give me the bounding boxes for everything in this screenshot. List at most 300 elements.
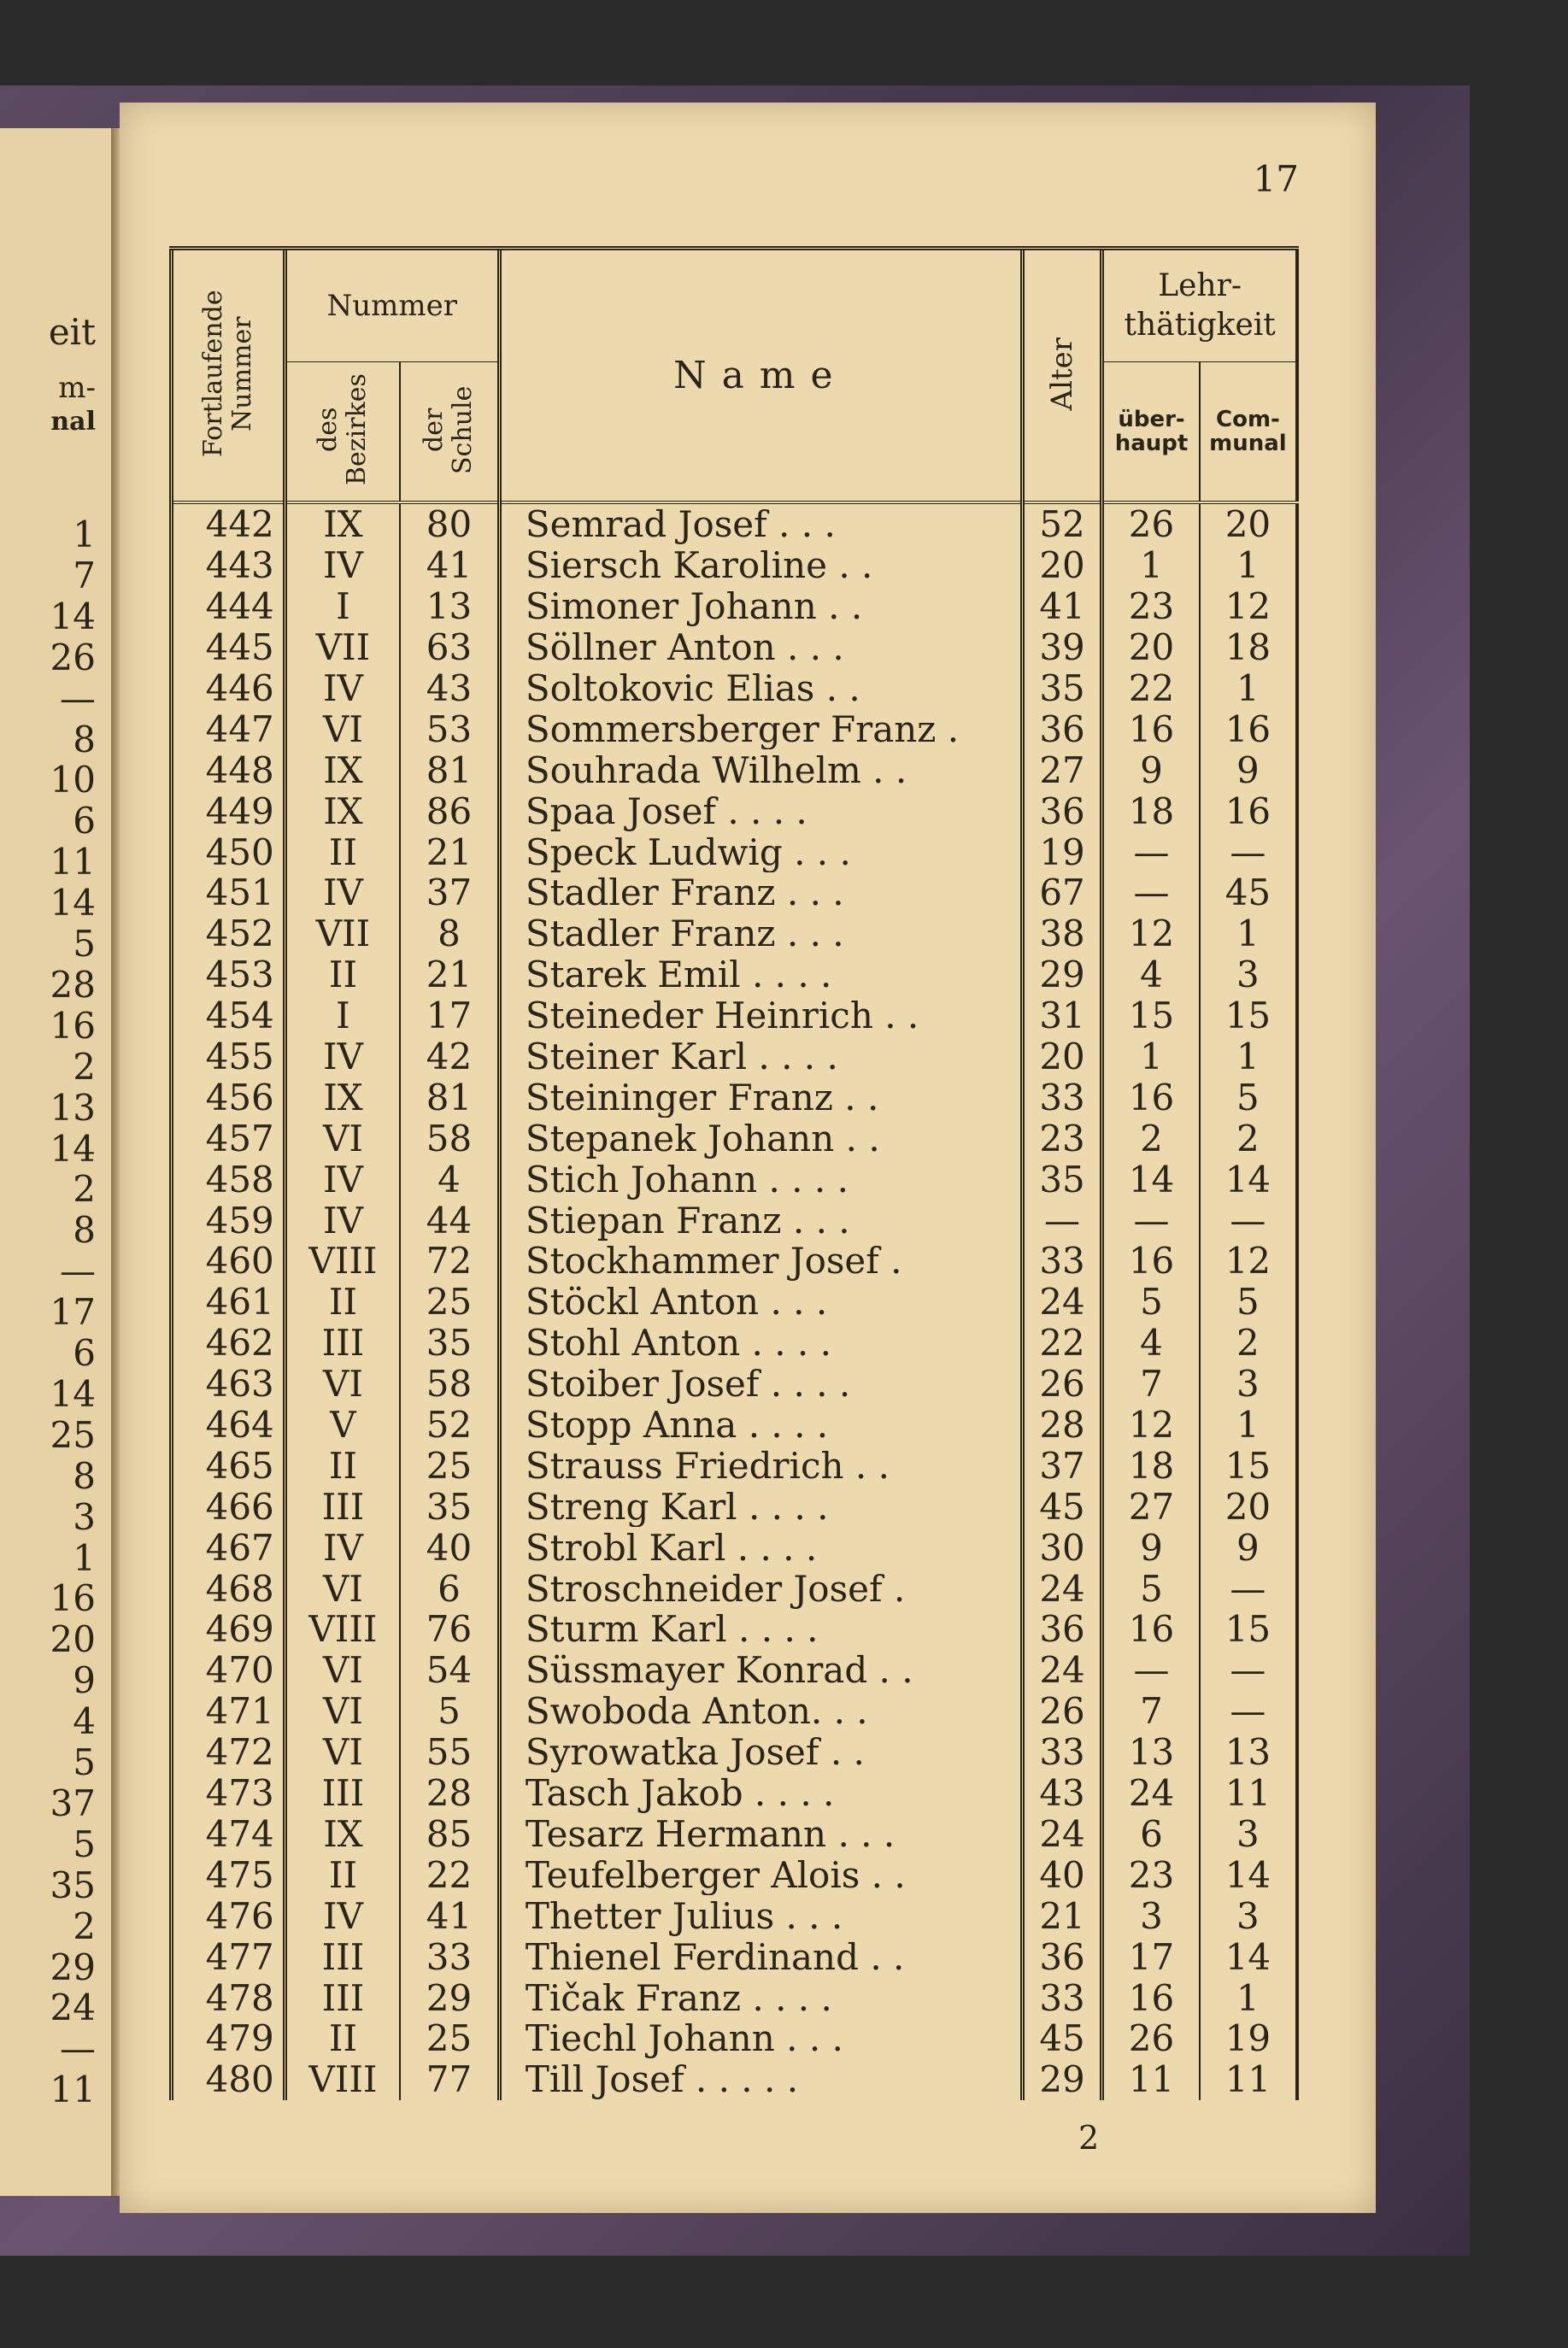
table-row (172, 1977, 1298, 2018)
left-page-value: 26 (50, 636, 96, 678)
row-bezirk: II (285, 954, 400, 995)
row-alter: — (1022, 1200, 1101, 1241)
row-alter: 33 (1022, 1241, 1101, 1282)
book-gutter (111, 128, 120, 2196)
row-communal: 14 (1200, 1854, 1297, 1895)
row-number: 446 (172, 668, 285, 709)
row-schule: 40 (400, 1527, 499, 1568)
row-schule: 58 (400, 1364, 499, 1405)
row-schule: 29 (400, 1977, 499, 2018)
left-page-value: 7 (73, 554, 96, 596)
row-alter: 67 (1022, 872, 1101, 913)
row-name: Sturm Karl . . . . (499, 1609, 1022, 1650)
table-row (172, 1077, 1298, 1118)
row-number: 453 (172, 954, 285, 995)
row-name: Teufelberger Alois . . (499, 1854, 1022, 1895)
row-alter: 39 (1022, 627, 1101, 668)
left-page-value: 35 (50, 1864, 96, 1906)
row-number: 442 (172, 502, 285, 545)
left-page-value: 11 (50, 2069, 96, 2111)
row-bezirk: IV (285, 1527, 400, 1568)
row-number: 476 (172, 1895, 285, 1936)
row-ueberhaupt: 7 (1102, 1364, 1200, 1405)
row-bezirk: VIII (285, 2059, 400, 2100)
header-ueberhaupt: über-haupt (1102, 362, 1200, 503)
row-number: 479 (172, 2018, 285, 2059)
row-communal: 14 (1200, 1936, 1297, 1977)
left-page-value: 25 (50, 1413, 96, 1456)
header-des-bezirkes: des Bezirkes (285, 362, 400, 503)
row-communal: 2 (1200, 1323, 1297, 1364)
row-communal: — (1200, 1568, 1297, 1609)
row-ueberhaupt: — (1102, 831, 1200, 872)
row-communal: 14 (1200, 1159, 1297, 1200)
row-schule: 80 (400, 502, 499, 545)
row-bezirk: III (285, 1977, 400, 2018)
row-bezirk: III (285, 1323, 400, 1364)
header-communal: Com-munal (1200, 362, 1297, 503)
table-row (172, 913, 1298, 954)
row-name: Syrowatka Josef . . (499, 1732, 1022, 1773)
row-communal: 9 (1200, 1527, 1297, 1568)
left-page-value: 8 (73, 718, 96, 760)
row-schule: 63 (400, 627, 499, 668)
row-alter: 31 (1022, 995, 1101, 1036)
table-row (172, 749, 1298, 790)
row-ueberhaupt: 15 (1102, 995, 1200, 1036)
left-page-value: 14 (50, 1127, 96, 1170)
row-name: Thienel Ferdinand . . (499, 1936, 1022, 1977)
row-number: 450 (172, 831, 285, 872)
row-communal: 1 (1200, 545, 1297, 586)
row-ueberhaupt: 16 (1102, 1241, 1200, 1282)
teacher-table-container (169, 246, 1299, 2115)
row-alter: 24 (1022, 1814, 1101, 1855)
row-ueberhaupt: 7 (1102, 1691, 1200, 1732)
row-communal: 15 (1200, 995, 1297, 1036)
row-alter: 27 (1022, 749, 1101, 790)
left-page-value: 2 (73, 1045, 96, 1088)
row-schule: 77 (400, 2059, 499, 2100)
left-page-value: 3 (73, 1495, 96, 1538)
row-communal: — (1200, 1200, 1297, 1241)
row-bezirk: II (285, 1445, 400, 1486)
left-page-value: 17 (50, 1291, 96, 1334)
left-page-value: 2 (73, 1168, 96, 1211)
row-number: 470 (172, 1650, 285, 1691)
row-bezirk: II (285, 831, 400, 872)
row-schule: 72 (400, 1241, 499, 1282)
table-row (172, 1609, 1298, 1650)
table-row (172, 1486, 1298, 1527)
left-page-value: 8 (73, 1454, 96, 1497)
row-name: Till Josef . . . . . (499, 2059, 1022, 2100)
row-name: Thetter Julius . . . (499, 1895, 1022, 1936)
table-row (172, 1118, 1298, 1159)
row-alter: 21 (1022, 1895, 1101, 1936)
row-schule: 81 (400, 1077, 499, 1118)
row-number: 459 (172, 1200, 285, 1241)
row-ueberhaupt: — (1102, 1650, 1200, 1691)
left-page-value: — (60, 677, 96, 719)
left-page-value: 14 (50, 595, 96, 637)
left-page-value: 28 (50, 963, 96, 1006)
row-communal: 3 (1200, 954, 1297, 995)
row-schule: 41 (400, 545, 499, 586)
row-number: 480 (172, 2059, 285, 2100)
row-number: 445 (172, 627, 285, 668)
row-ueberhaupt: 16 (1102, 1609, 1200, 1650)
row-bezirk: IX (285, 502, 400, 545)
row-schule: 55 (400, 1732, 499, 1773)
row-schule: 85 (400, 1814, 499, 1855)
row-ueberhaupt: — (1102, 872, 1200, 913)
row-schule: 5 (400, 1691, 499, 1732)
row-ueberhaupt: 1 (1102, 545, 1200, 586)
table-row (172, 790, 1298, 831)
row-number: 443 (172, 545, 285, 586)
row-name: Strobl Karl . . . . (499, 1527, 1022, 1568)
row-alter: 33 (1022, 1977, 1101, 2018)
table-row (172, 831, 1298, 872)
row-schule: 28 (400, 1773, 499, 1814)
row-communal: 1 (1200, 913, 1297, 954)
row-bezirk: I (285, 586, 400, 627)
row-schule: 13 (400, 586, 499, 627)
row-alter: 43 (1022, 1773, 1101, 1814)
row-name: Strauss Friedrich . . (499, 1445, 1022, 1486)
row-alter: 24 (1022, 1568, 1101, 1609)
row-bezirk: VI (285, 1118, 400, 1159)
row-number: 469 (172, 1609, 285, 1650)
row-communal: 11 (1200, 1773, 1297, 1814)
table-row (172, 1814, 1298, 1855)
row-alter: 38 (1022, 913, 1101, 954)
left-header-mid: m- (58, 371, 96, 405)
row-schule: 43 (400, 668, 499, 709)
row-communal: 11 (1200, 2059, 1297, 2100)
row-name: Tičak Franz . . . . (499, 1977, 1022, 2018)
row-number: 457 (172, 1118, 285, 1159)
row-communal: 18 (1200, 627, 1297, 668)
table-row (172, 1405, 1298, 1446)
row-alter: 45 (1022, 1486, 1101, 1527)
row-name: Stöckl Anton . . . (499, 1282, 1022, 1323)
row-schule: 86 (400, 790, 499, 831)
row-communal: 9 (1200, 749, 1297, 790)
left-page-value: 2 (73, 1905, 96, 1947)
left-page-value: 13 (50, 1086, 96, 1129)
table-row (172, 1691, 1298, 1732)
row-bezirk: II (285, 1854, 400, 1895)
table-row (172, 1895, 1298, 1936)
table-row (172, 502, 1298, 545)
row-ueberhaupt: 14 (1102, 1159, 1200, 1200)
header-name: Name (499, 250, 1022, 502)
row-bezirk: IV (285, 1036, 400, 1077)
row-schule: 44 (400, 1200, 499, 1241)
row-ueberhaupt: 24 (1102, 1773, 1200, 1814)
row-number: 448 (172, 749, 285, 790)
row-communal: — (1200, 831, 1297, 872)
row-communal: 3 (1200, 1895, 1297, 1936)
left-page-value: 1 (73, 1536, 96, 1579)
row-schule: 25 (400, 2018, 499, 2059)
row-name: Stockhammer Josef . (499, 1241, 1022, 1282)
row-schule: 8 (400, 913, 499, 954)
left-page-value: 10 (50, 759, 96, 801)
row-name: Söllner Anton . . . (499, 627, 1022, 668)
row-bezirk: VI (285, 1364, 400, 1405)
row-name: Stepanek Johann . . (499, 1118, 1022, 1159)
table-row (172, 708, 1298, 749)
row-bezirk: VII (285, 627, 400, 668)
row-alter: 24 (1022, 1650, 1101, 1691)
row-schule: 33 (400, 1936, 499, 1977)
row-alter: 19 (1022, 831, 1101, 872)
row-ueberhaupt: 6 (1102, 1814, 1200, 1855)
row-ueberhaupt: 16 (1102, 1077, 1200, 1118)
table-row (172, 1200, 1298, 1241)
row-number: 472 (172, 1732, 285, 1773)
row-ueberhaupt: 23 (1102, 586, 1200, 627)
row-communal: 1 (1200, 1977, 1297, 2018)
row-alter: 26 (1022, 1691, 1101, 1732)
table-row (172, 668, 1298, 709)
header-fortlaufende-nummer: Fortlaufende Nummer (172, 250, 285, 502)
table-row (172, 1241, 1298, 1282)
row-bezirk: IV (285, 872, 400, 913)
row-communal: — (1200, 1650, 1297, 1691)
row-ueberhaupt: — (1102, 1200, 1200, 1241)
row-bezirk: IX (285, 790, 400, 831)
row-alter: 36 (1022, 1609, 1101, 1650)
row-schule: 6 (400, 1568, 499, 1609)
row-bezirk: II (285, 2018, 400, 2059)
left-page-value: 1 (73, 514, 96, 555)
row-number: 452 (172, 913, 285, 954)
left-page-value: 5 (73, 923, 96, 965)
row-alter: 23 (1022, 1118, 1101, 1159)
row-name: Steineder Heinrich . . (499, 995, 1022, 1036)
row-communal: 12 (1200, 586, 1297, 627)
row-schule: 25 (400, 1282, 499, 1323)
row-alter: 52 (1022, 502, 1101, 545)
row-number: 461 (172, 1282, 285, 1323)
row-number: 447 (172, 708, 285, 749)
header-nummer: Nummer (285, 250, 499, 362)
row-ueberhaupt: 27 (1102, 1486, 1200, 1527)
row-bezirk: II (285, 1282, 400, 1323)
row-name: Speck Ludwig . . . (499, 831, 1022, 872)
row-number: 449 (172, 790, 285, 831)
row-alter: 36 (1022, 1936, 1101, 1977)
row-name: Stiepan Franz . . . (499, 1200, 1022, 1241)
left-page-value: 29 (50, 1946, 96, 1988)
row-communal: 1 (1200, 668, 1297, 709)
row-communal: 15 (1200, 1609, 1297, 1650)
teacher-table-body (172, 502, 1298, 2100)
table-row (172, 2059, 1298, 2100)
row-bezirk: IX (285, 1814, 400, 1855)
row-name: Swoboda Anton. . . (499, 1691, 1022, 1732)
row-bezirk: VIII (285, 1609, 400, 1650)
header-der-schule: der Schule (400, 362, 499, 503)
row-name: Tasch Jakob . . . . (499, 1773, 1022, 1814)
row-bezirk: IV (285, 668, 400, 709)
left-page-value: — (60, 2028, 96, 2070)
row-number: 458 (172, 1159, 285, 1200)
row-ueberhaupt: 1 (1102, 1036, 1200, 1077)
row-communal: 20 (1200, 502, 1297, 545)
row-name: Stroschneider Josef . (499, 1568, 1022, 1609)
row-name: Siersch Karoline . . (499, 545, 1022, 586)
row-ueberhaupt: 9 (1102, 1527, 1200, 1568)
row-communal: — (1200, 1691, 1297, 1732)
row-bezirk: IV (285, 1895, 400, 1936)
row-ueberhaupt: 16 (1102, 708, 1200, 749)
row-name: Sommersberger Franz . (499, 708, 1022, 749)
row-bezirk: IV (285, 545, 400, 586)
table-row (172, 1323, 1298, 1364)
row-number: 477 (172, 1936, 285, 1977)
row-schule: 52 (400, 1405, 499, 1446)
row-ueberhaupt: 12 (1102, 913, 1200, 954)
row-ueberhaupt: 12 (1102, 1405, 1200, 1446)
row-name: Soltokovic Elias . . (499, 668, 1022, 709)
row-schule: 76 (400, 1609, 499, 1650)
row-name: Streng Karl . . . . (499, 1486, 1022, 1527)
left-page-value: 4 (73, 1700, 96, 1743)
row-number: 474 (172, 1814, 285, 1855)
row-ueberhaupt: 4 (1102, 954, 1200, 995)
row-alter: 36 (1022, 708, 1101, 749)
table-row (172, 1445, 1298, 1486)
row-number: 451 (172, 872, 285, 913)
row-name: Stich Johann . . . . (499, 1159, 1022, 1200)
row-ueberhaupt: 9 (1102, 749, 1200, 790)
row-number: 471 (172, 1691, 285, 1732)
row-alter: 40 (1022, 1854, 1101, 1895)
row-ueberhaupt: 18 (1102, 790, 1200, 831)
row-schule: 17 (400, 995, 499, 1036)
row-bezirk: IV (285, 1200, 400, 1241)
row-name: Semrad Josef . . . (499, 502, 1022, 545)
table-row (172, 1936, 1298, 1977)
row-name: Spaa Josef . . . . (499, 790, 1022, 831)
table-row (172, 1036, 1298, 1077)
teacher-table (169, 250, 1299, 2100)
table-row (172, 1527, 1298, 1568)
row-alter: 24 (1022, 1282, 1101, 1323)
row-communal: 2 (1200, 1118, 1297, 1159)
row-alter: 37 (1022, 1445, 1101, 1486)
row-name: Stadler Franz . . . (499, 913, 1022, 954)
row-number: 462 (172, 1323, 285, 1364)
left-page-value: 24 (50, 1987, 96, 2029)
row-alter: 29 (1022, 954, 1101, 995)
row-ueberhaupt: 22 (1102, 668, 1200, 709)
page-footer-mark: 2 (1078, 2119, 1100, 2157)
row-ueberhaupt: 5 (1102, 1568, 1200, 1609)
row-bezirk: III (285, 1773, 400, 1814)
table-row (172, 545, 1298, 586)
row-communal: 13 (1200, 1732, 1297, 1773)
row-alter: 26 (1022, 1364, 1101, 1405)
row-schule: 21 (400, 831, 499, 872)
row-communal: 3 (1200, 1814, 1297, 1855)
row-ueberhaupt: 2 (1102, 1118, 1200, 1159)
row-ueberhaupt: 11 (1102, 2059, 1200, 2100)
table-row (172, 1282, 1298, 1323)
row-number: 463 (172, 1364, 285, 1405)
left-page-value: 16 (50, 1577, 96, 1620)
row-schule: 4 (400, 1159, 499, 1200)
table-row (172, 1159, 1298, 1200)
row-schule: 37 (400, 872, 499, 913)
row-name: Steiner Karl . . . . (499, 1036, 1022, 1077)
row-number: 455 (172, 1036, 285, 1077)
table-row (172, 1732, 1298, 1773)
left-header-bottom: nal (50, 407, 96, 437)
table-row (172, 1364, 1298, 1405)
row-communal: 19 (1200, 2018, 1297, 2059)
table-row (172, 1568, 1298, 1609)
row-name: Süssmayer Konrad . . (499, 1650, 1022, 1691)
table-row (172, 1773, 1298, 1814)
row-name: Stohl Anton . . . . (499, 1323, 1022, 1364)
row-alter: 41 (1022, 586, 1101, 627)
row-communal: 15 (1200, 1445, 1297, 1486)
row-communal: 16 (1200, 790, 1297, 831)
row-schule: 58 (400, 1118, 499, 1159)
row-communal: 45 (1200, 872, 1297, 913)
row-bezirk: V (285, 1405, 400, 1446)
row-alter: 20 (1022, 545, 1101, 586)
row-bezirk: VI (285, 1691, 400, 1732)
table-row (172, 995, 1298, 1036)
row-number: 464 (172, 1405, 285, 1446)
row-bezirk: VI (285, 708, 400, 749)
row-ueberhaupt: 17 (1102, 1936, 1200, 1977)
row-schule: 54 (400, 1650, 499, 1691)
table-row (172, 872, 1298, 913)
row-number: 454 (172, 995, 285, 1036)
row-bezirk: VI (285, 1568, 400, 1609)
table-row (172, 627, 1298, 668)
row-bezirk: VII (285, 913, 400, 954)
left-page-value: 9 (73, 1659, 96, 1702)
row-ueberhaupt: 26 (1102, 2018, 1200, 2059)
row-communal: 12 (1200, 1241, 1297, 1282)
left-header-top: eit (48, 311, 96, 353)
left-page-fragment (0, 128, 113, 2196)
row-alter: 22 (1022, 1323, 1101, 1364)
row-alter: 33 (1022, 1077, 1101, 1118)
row-bezirk: VI (285, 1650, 400, 1691)
row-alter: 36 (1022, 790, 1101, 831)
row-communal: 1 (1200, 1036, 1297, 1077)
row-schule: 41 (400, 1895, 499, 1936)
row-number: 444 (172, 586, 285, 627)
row-ueberhaupt: 5 (1102, 1282, 1200, 1323)
row-alter: 45 (1022, 2018, 1101, 2059)
row-ueberhaupt: 26 (1102, 502, 1200, 545)
row-name: Simoner Johann . . (499, 586, 1022, 627)
row-communal: 1 (1200, 1405, 1297, 1446)
left-page-value: 6 (73, 1332, 96, 1374)
row-ueberhaupt: 20 (1102, 627, 1200, 668)
